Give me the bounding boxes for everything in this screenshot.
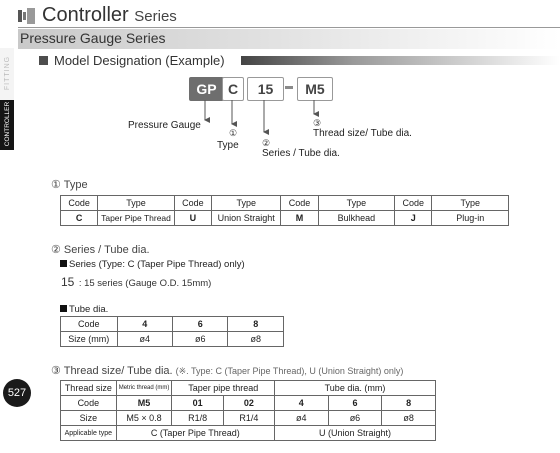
table-cell: 4: [117, 317, 172, 332]
table-cell: 02: [223, 396, 274, 411]
series-line: 15 : 15 series (Gauge O.D. 15mm): [61, 275, 212, 289]
table-row: [61, 396, 436, 411]
table-cell: R1/4: [223, 411, 274, 426]
table-cell: Size: [61, 411, 117, 426]
table-cell: Code: [61, 317, 118, 332]
table-cell: Plug-in: [432, 211, 509, 226]
table-cell: Union Straight: [211, 211, 280, 226]
label-thread: Thread size/ Tube dia.: [313, 128, 412, 139]
model-designation-heading: Model Designation (Example): [54, 53, 225, 68]
table-cell: 4: [274, 396, 328, 411]
thread-table: [60, 380, 436, 441]
table-cell: J: [395, 211, 432, 226]
table-cell: Code: [174, 196, 211, 211]
table-cell: U (Union Straight): [274, 426, 435, 441]
table-cell: Metric thread (mm): [116, 381, 172, 396]
table-cell: Code: [61, 196, 98, 211]
table-cell: U: [174, 211, 211, 226]
table-cell: M5 × 0.8: [116, 411, 172, 426]
label-num-2: ②: [262, 138, 271, 148]
tube-table: [60, 316, 284, 347]
table-cell: M: [281, 211, 318, 226]
table-cell: C (Taper Pipe Thread): [116, 426, 274, 441]
label-num-1: ①: [229, 128, 238, 138]
table-row: [61, 332, 284, 347]
table-cell: Bulkhead: [318, 211, 395, 226]
table-cell: Type: [98, 196, 175, 211]
bullet-square-icon: [60, 260, 67, 267]
table-cell: Thread size: [61, 381, 117, 396]
table-cell: Taper Pipe Thread: [98, 211, 175, 226]
table-cell: ø8: [228, 332, 284, 347]
side-tab-controller[interactable]: CONTROLLER: [0, 100, 14, 150]
table-cell: ø4: [117, 332, 172, 347]
subtitle: Pressure Gauge Series: [20, 30, 166, 46]
table-row: [61, 196, 509, 211]
table-cell: ø4: [274, 411, 328, 426]
series-subhead: Series (Type: C (Taper Pipe Thread) only): [60, 259, 245, 270]
type-section-title: ① Type: [51, 179, 88, 191]
table-cell: Size (mm): [61, 332, 118, 347]
table-cell: Taper pipe thread: [172, 381, 275, 396]
label-num-3: ③: [313, 118, 322, 128]
table-cell: ø6: [172, 332, 227, 347]
table-cell: 8: [228, 317, 284, 332]
table-row: [61, 317, 284, 332]
label-type: Type: [217, 140, 239, 151]
table-row: [61, 411, 436, 426]
bullet-square-icon: [60, 305, 67, 312]
code-box-series: 15: [247, 77, 284, 101]
side-tab-fitting[interactable]: FITTING: [0, 48, 14, 100]
table-cell: Type: [432, 196, 509, 211]
series-section-title: ② Series / Tube dia.: [51, 244, 150, 256]
table-cell: ø8: [382, 411, 436, 426]
page-number: 527: [3, 379, 31, 407]
table-row: [61, 381, 436, 396]
table-cell: 01: [172, 396, 223, 411]
code-box-thread: M5: [297, 77, 333, 101]
table-cell: 6: [172, 317, 227, 332]
tube-subhead: Tube dia.: [60, 304, 108, 315]
thread-section-title: ③ Thread size/ Tube dia. (※. Type: C (Taper Pipe Thread), U (Union Straight) only): [51, 365, 404, 377]
table-cell: Code: [61, 396, 117, 411]
table-cell: 8: [382, 396, 436, 411]
table-row: [61, 211, 509, 226]
table-cell: ø6: [328, 411, 382, 426]
table-cell: R1/8: [172, 411, 223, 426]
table-cell: C: [61, 211, 98, 226]
table-cell: M5: [116, 396, 172, 411]
label-pressure-gauge: Pressure Gauge: [128, 120, 201, 131]
designation-arrows: [0, 0, 560, 170]
code-box-type: C: [222, 77, 244, 101]
label-series: Series / Tube dia.: [262, 148, 340, 159]
type-table: [60, 195, 509, 226]
table-cell: Tube dia. (mm): [274, 381, 435, 396]
table-cell: Code: [281, 196, 318, 211]
code-box-gp: GP: [189, 77, 224, 101]
table-cell: Applicable type: [61, 426, 117, 441]
table-cell: Type: [318, 196, 395, 211]
page-title: Controller Series: [42, 4, 177, 26]
table-cell: Type: [211, 196, 280, 211]
table-cell: 6: [328, 396, 382, 411]
table-cell: Code: [395, 196, 432, 211]
table-row: [61, 426, 436, 441]
